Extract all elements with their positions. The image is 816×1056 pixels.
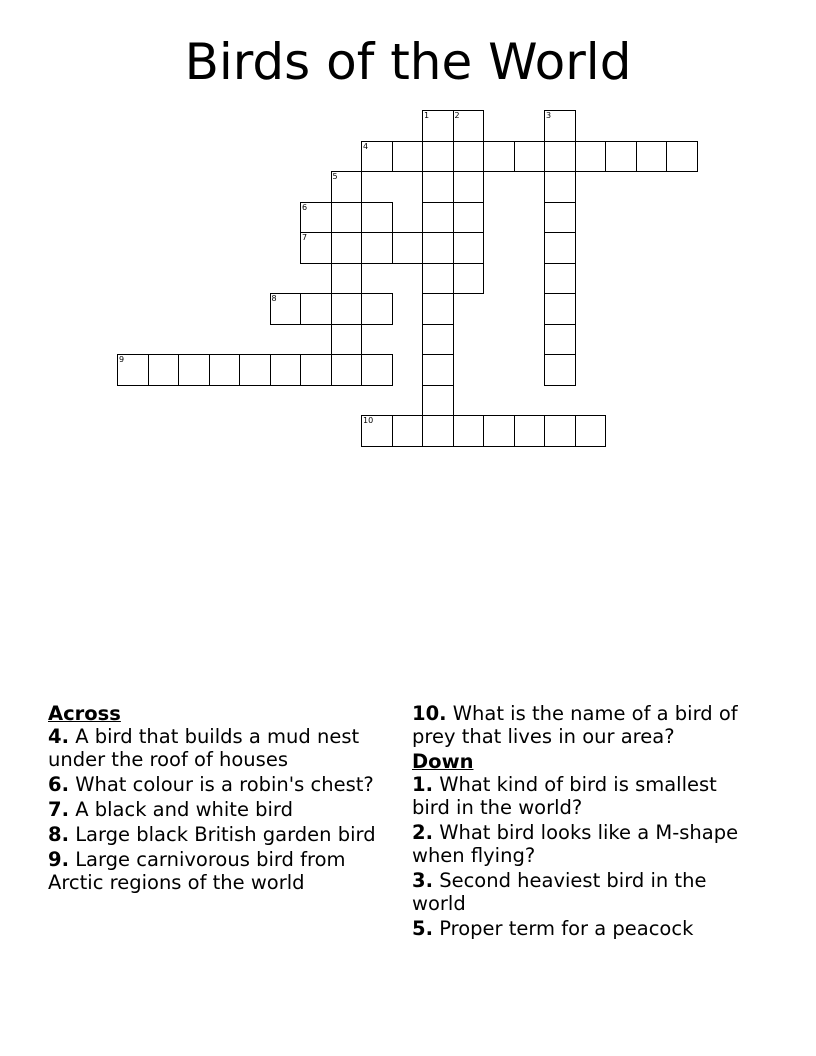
clue-number: 10. [412, 702, 447, 725]
grid-cell[interactable] [544, 141, 576, 173]
grid-cell[interactable] [361, 232, 393, 264]
clue-number: 9. [48, 848, 69, 871]
clue-number: 8. [48, 823, 69, 846]
clue-text: What colour is a robin's chest? [75, 773, 374, 796]
grid-cell[interactable] [422, 324, 454, 356]
clues-column-right [412, 702, 747, 942]
clue-across-10 [412, 702, 747, 748]
grid-cell[interactable] [331, 232, 363, 264]
grid-cell[interactable] [453, 232, 485, 264]
grid-cell[interactable] [422, 354, 454, 386]
grid-cell[interactable] [392, 232, 424, 264]
grid-cell[interactable] [636, 141, 668, 173]
clue-text: What kind of bird is smallest bird in the world? [412, 773, 717, 819]
across-heading: Across [48, 702, 121, 725]
grid-cell[interactable] [544, 415, 576, 447]
puzzle-title: Birds of the World [184, 33, 632, 91]
grid-cell[interactable] [270, 293, 302, 325]
cell-number: 2 [454, 111, 460, 120]
grid-cell[interactable] [422, 232, 454, 264]
grid-cell[interactable] [453, 110, 485, 142]
grid-cell[interactable] [331, 293, 363, 325]
grid-cell[interactable] [544, 354, 576, 386]
grid-cell[interactable] [483, 415, 515, 447]
grid-cell[interactable] [270, 354, 302, 386]
grid-cell[interactable] [453, 171, 485, 203]
grid-cell[interactable] [544, 324, 576, 356]
clue-down-3 [412, 869, 747, 915]
grid-cell[interactable] [453, 263, 485, 295]
clue-number: 6. [48, 773, 69, 796]
grid-cell[interactable] [392, 415, 424, 447]
clue-down-1 [412, 773, 747, 819]
grid-cell[interactable] [575, 415, 607, 447]
clue-number: 2. [412, 821, 433, 844]
clue-text: Large black British garden bird [75, 823, 376, 846]
clue-number: 4. [48, 725, 69, 748]
grid-cell[interactable] [300, 293, 332, 325]
cell-number: 1 [424, 111, 430, 120]
clue-number: 7. [48, 798, 69, 821]
grid-cell[interactable] [422, 110, 454, 142]
clue-text: Large carnivorous bird from Arctic regions of the world [48, 848, 346, 894]
grid-cell[interactable] [422, 415, 454, 447]
clue-text: A bird that builds a mud nest under the roof of houses [48, 725, 360, 771]
cell-number: 4 [363, 141, 369, 151]
crossword-grid [0, 0, 816, 460]
clue-down-2 [412, 821, 747, 867]
grid-cell[interactable] [331, 171, 363, 203]
grid-cell[interactable] [331, 263, 363, 295]
down-heading: Down [412, 750, 474, 773]
cell-number: 3 [546, 111, 552, 120]
grid-cell[interactable] [392, 141, 424, 173]
grid-cell[interactable] [422, 263, 454, 295]
clue-number: 1. [412, 773, 433, 796]
grid-cell[interactable] [605, 141, 637, 173]
clue-across-8 [48, 823, 383, 846]
grid-cell[interactable] [422, 293, 454, 325]
grid-cell[interactable] [483, 141, 515, 173]
grid-cell[interactable] [361, 293, 393, 325]
grid-cell[interactable] [331, 202, 363, 234]
grid-cell[interactable] [239, 354, 271, 386]
clue-number: 3. [412, 869, 433, 892]
clue-text: What is the name of a bird of prey that lives in our area? [412, 702, 738, 748]
cell-number: 9 [119, 355, 125, 364]
grid-cell[interactable] [544, 293, 576, 325]
grid-cell[interactable] [331, 324, 363, 356]
grid-cell[interactable] [148, 354, 180, 386]
cell-number: 5 [332, 172, 338, 181]
grid-cell[interactable] [422, 141, 454, 173]
clue-number: 5. [412, 917, 433, 940]
grid-cell[interactable] [422, 171, 454, 203]
cell-number: 6 [302, 202, 308, 212]
grid-cell[interactable] [178, 354, 210, 386]
cell-number: 7 [302, 233, 308, 242]
grid-cell[interactable] [117, 354, 149, 386]
grid-cell[interactable] [514, 141, 546, 173]
clue-text: A black and white bird [75, 798, 293, 821]
grid-cell[interactable] [209, 354, 241, 386]
grid-cell[interactable] [544, 110, 576, 142]
clue-across-6 [48, 773, 383, 796]
clue-down-5 [412, 917, 747, 940]
grid-cell[interactable] [514, 415, 546, 447]
cell-number: 10 [363, 416, 374, 425]
clues-column-left [48, 702, 383, 896]
grid-cell[interactable] [453, 202, 485, 234]
clue-across-4 [48, 725, 383, 771]
grid-cell[interactable] [544, 171, 576, 203]
grid-cell[interactable] [544, 202, 576, 234]
grid-cell[interactable] [361, 141, 393, 173]
grid-cell[interactable] [361, 354, 393, 386]
cell-number: 8 [271, 294, 277, 303]
clue-across-9 [48, 848, 383, 894]
grid-cell[interactable] [575, 141, 607, 173]
grid-cell[interactable] [422, 385, 454, 417]
grid-cell[interactable] [300, 354, 332, 386]
grid-cell[interactable] [453, 141, 485, 173]
grid-cell[interactable] [422, 202, 454, 234]
grid-cell[interactable] [544, 232, 576, 264]
grid-cell[interactable] [300, 232, 332, 264]
grid-cell[interactable] [331, 354, 363, 386]
grid-cell[interactable] [361, 415, 393, 447]
clue-across-7 [48, 798, 383, 821]
grid-cell[interactable] [453, 415, 485, 447]
clue-text: Proper term for a peacock [439, 917, 694, 940]
clue-text: What bird looks like a M-shape when flying? [412, 821, 739, 867]
grid-cell[interactable] [300, 202, 332, 234]
clue-text: Second heaviest bird in the world [412, 869, 707, 915]
grid-cell[interactable] [544, 263, 576, 295]
grid-cell[interactable] [361, 202, 393, 234]
grid-cell[interactable] [666, 141, 698, 173]
